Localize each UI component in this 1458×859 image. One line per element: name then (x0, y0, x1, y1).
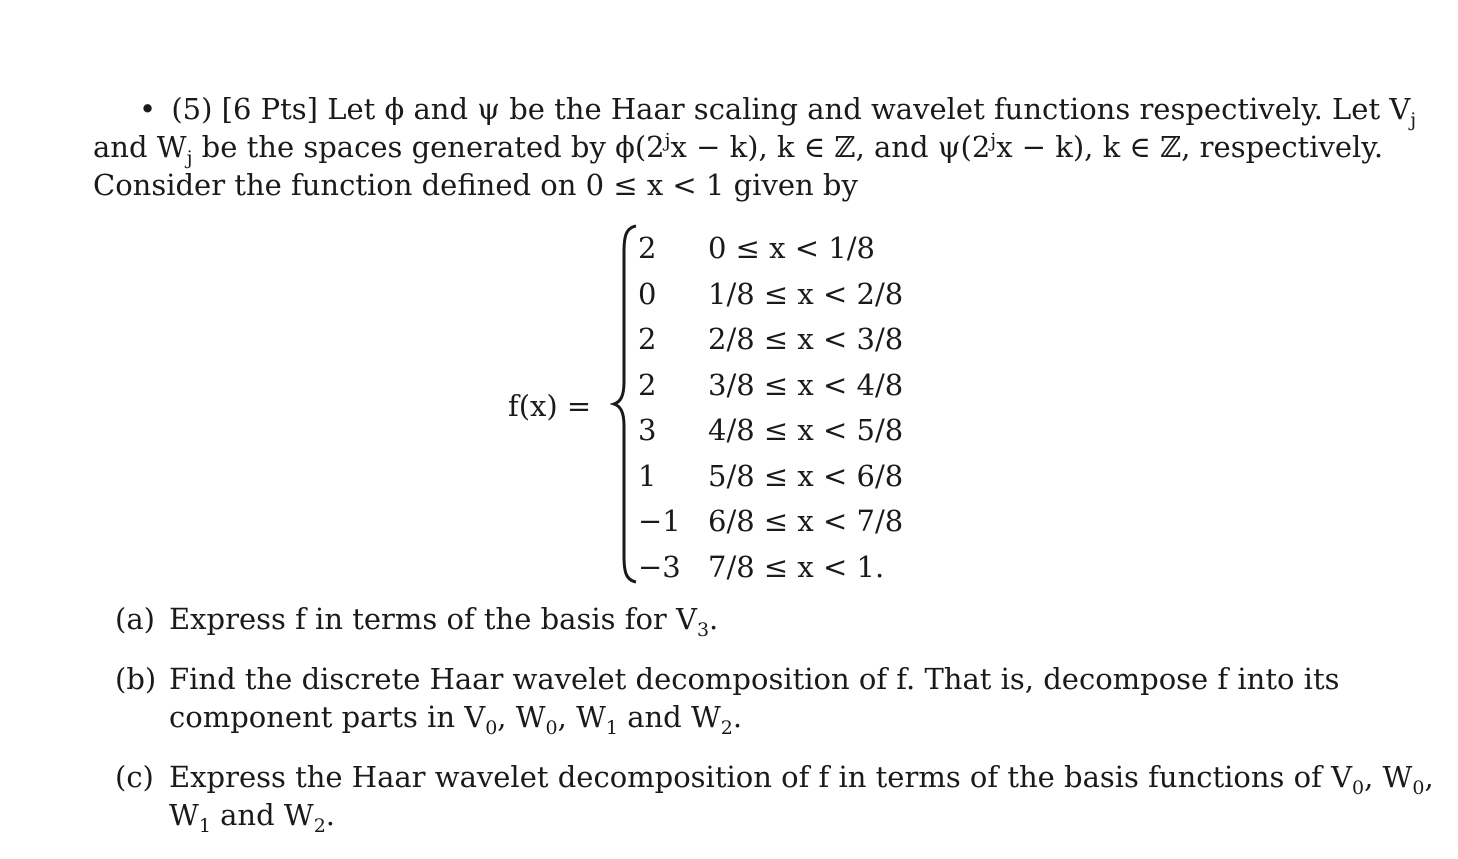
subscript: 2 (720, 716, 733, 739)
part-b (115, 660, 1340, 739)
part-c-text-f: . (325, 798, 335, 832)
part-c-text-c: , (1424, 760, 1434, 794)
subscript: 0 (1352, 776, 1365, 799)
case-value: 2 (638, 231, 657, 265)
superscript-j: j (664, 129, 671, 152)
problem-text-2b: be the spaces generated by ϕ(2 (192, 130, 665, 164)
case-condition: 1/8 ≤ x < 2/8 (708, 276, 904, 311)
piecewise-equation (508, 222, 928, 586)
part-c-text-a: Express the Haar wavelet decomposition of f in terms of the basis functions of V (169, 760, 1353, 794)
part-a-label: (a) (115, 602, 155, 636)
problem-points: [6 Pts] (221, 92, 318, 126)
equation-lhs: f(x) = (508, 389, 592, 423)
left-brace (610, 222, 640, 586)
problem-text-1: Let ϕ and ψ be the Haar scaling and wavelet functions respectively. Let V (327, 92, 1411, 126)
part-c-text-b: , W (1364, 760, 1413, 794)
case-value: 2 (638, 367, 657, 402)
problem-line-1 (93, 90, 1417, 131)
case-value: 3 (638, 413, 657, 447)
part-b-line-1: Find the discrete Haar wavelet decomposition of f. That is, decompose f into its (169, 662, 1340, 696)
case-value: −1 (638, 504, 681, 538)
problem-line-3: Consider the function defined on 0 ≤ x < 1 given by (93, 168, 858, 202)
case-condition: 5/8 ≤ x < 6/8 (708, 458, 904, 493)
problem-statement (93, 90, 1417, 204)
part-b-text-b: , W (497, 700, 546, 734)
bullet: • (139, 92, 157, 126)
part-b-line-2 (169, 698, 1319, 739)
subscript: 0 (1412, 776, 1425, 799)
part-c-text-e: and W (210, 798, 314, 832)
case-condition: 3/8 ≤ x < 4/8 (708, 367, 904, 402)
case-value: −3 (638, 549, 681, 584)
part-c-label: (c) (115, 760, 154, 794)
problem-number: (5) (171, 92, 213, 126)
case-condition: 4/8 ≤ x < 5/8 (708, 413, 904, 447)
part-c-line-1 (169, 758, 1434, 799)
problem-text-2a: and W (93, 130, 187, 164)
case-condition: 2/8 ≤ x < 3/8 (708, 322, 904, 356)
case-value: 2 (638, 322, 657, 356)
part-c-line-2 (169, 796, 1319, 837)
subscript: 1 (198, 814, 211, 837)
case-condition: 6/8 ≤ x < 7/8 (708, 504, 904, 538)
case-condition: 7/8 ≤ x < 1. (708, 549, 885, 584)
part-c (115, 758, 1434, 837)
subscript-3: 3 (696, 618, 710, 641)
problem-line-2 (93, 128, 1384, 169)
part-b-text-d: and W (617, 700, 721, 734)
subscript: 0 (545, 716, 558, 739)
sub-questions (115, 600, 1434, 837)
part-a (115, 600, 1319, 641)
superscript-j: j (990, 129, 997, 152)
part-b-text-c: , W (557, 700, 606, 734)
subscript: 0 (485, 716, 498, 739)
part-b-label: (b) (115, 662, 157, 696)
case-condition: 0 ≤ x < 1/8 (708, 231, 875, 265)
subscript: 2 (313, 814, 326, 837)
part-c-text-d: W (169, 798, 199, 832)
case-value: 1 (638, 458, 657, 493)
part-a-end: . (709, 602, 719, 636)
problem-text-2d: x − k), k ∈ ℤ, respectively. (996, 130, 1384, 164)
part-a-text: Express f in terms of the basis for V (169, 602, 697, 636)
problem-text-2c: x − k), k ∈ ℤ, and ψ(2 (670, 130, 991, 164)
subscript-j: j (186, 146, 193, 169)
case-value: 0 (638, 276, 657, 311)
subscript: 1 (605, 716, 618, 739)
part-b-text-a: component parts in V (169, 700, 486, 734)
subscript-j: j (1410, 108, 1417, 131)
part-b-text-e: . (732, 700, 743, 734)
